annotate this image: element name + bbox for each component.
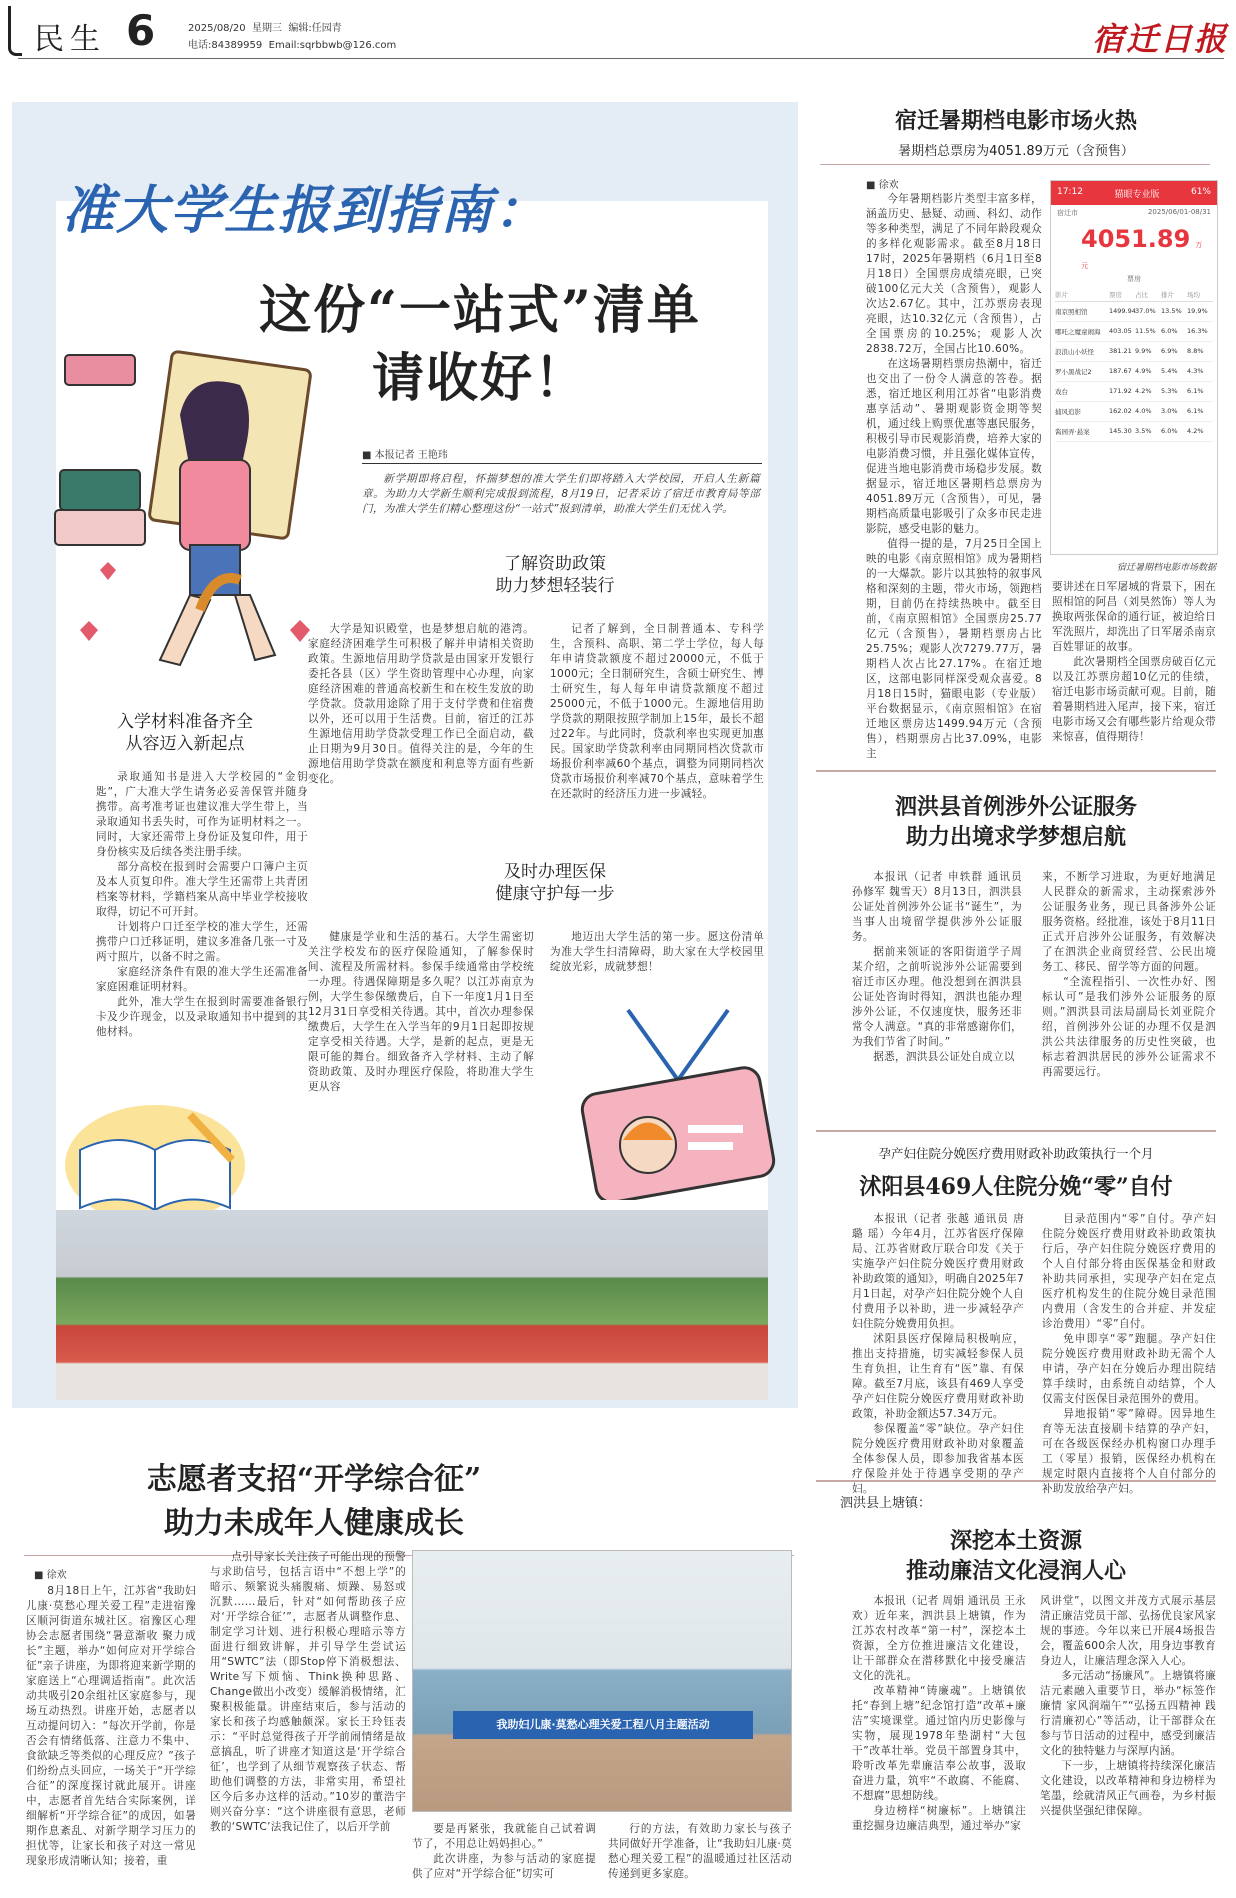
shangtang-p2: 改革精神“铸廉魂”。上塘镇依托“春到上塘”纪念馆打造“改革+廉洁”实境课堂。通过馆内历史影像与实物，展现1978年垫湖村“大包干”改革壮举。党员干部置身其中，聆听改革先辈廉洁奉公故事，汲取奋进力量，筑牢“不敢腐、不能腐、不想腐”思想防线。 [852,1685,1026,1802]
phone-cell-sched: 6.0% [1161,327,1178,335]
guide-s1-p1: 录取通知书是进入大学校园的“金钥匙”，广大准大学生请务必妥善保管并随身携带。高考准考证也建议准大学生带上，当录取通知书丢失时，可作为证明材料之一。同时，大家还需带上身份证及复印件，用于身份核实及后续各类注册手续。 [96,771,308,858]
phone-col-seat: 场均 [1187,291,1200,299]
movie-p4: 要讲述在日军屠城的背景下，困在照相馆的阿昌（刘昊然饰）等人为换取两张保命的通行证，被迫给日军洗照片，却洗出了日军屠杀南京百姓罪证的故事。 [1052,581,1216,653]
guide-byline-rule [362,463,762,464]
phone-cell-share: 4.9% [1135,367,1152,375]
phone-table-row[interactable] [1055,342,1213,362]
sports-field-photo [56,1210,768,1400]
phone-cell-box: 403.05 [1109,327,1132,335]
guide-s3-col1: 健康是学业和生活的基石。大学生需密切关注学校发布的医疗保险通知，了解参保时间、流程及所需材料。参保手续通常由学校统一办理。待遇保障期是多久呢？以江苏南京为例，大学生参保缴费后，自下一年度1月1日至12月31日享受相关待遇。其中，首次办理参保缴费后，大学生在入学当年的9月1日起即按规定享受相关待遇。大学，是新的起点，更是无限可能的舞台。细致备齐入学材料、主动了解资助政策、及时办理医疗保险，将助准大学生更从容 [308,931,534,1093]
phone-cell-sched: 5.3% [1161,387,1178,395]
shangtang-p3: 身边榜样“树廉标”。上塘镇注重挖掘身边廉洁典型，通过举办“家 [852,1805,1026,1832]
volunteer-col2: 点引导家长关注孩子可能出现的预警与求助信号，包括言语中“不想上学”的暗示、频繁说头痛腹痛、烦躁、易怒或沉默……最后，针对“如何帮助孩子应对‘开学综合征’”，志愿者从调整作息、制定学习计划、进行积极心理暗示等方面进行细致讲解，并引导学生尝试运用“SWTC”法（即Stop停下消极想法、Write写下烦恼、Think换种思路、Change做出小改变）缓解消极情绪，汇聚积极能量。讲座结束后，参与活动的家长和孩子均感触颇深。家长王玲钰表示：“平时总觉得孩子开学前闹情绪是故意搞乱，听了讲座才知道这是‘开学综合征’，也学到了从细节观察孩子状态、帮助他们调整的方法，非常实用，希望社区今后多办这样的活动。”10岁的董浩宇则兴奋分享：“这个讲座很有意思，老师教的‘SWTC’法我记住了，以后开学前 [210,1551,406,1833]
phone-cell-seat: 4.2% [1187,427,1204,435]
phone-cell-name: 罗小黑战记2 [1055,368,1092,376]
movie-title: 宿迁暑期档电影市场火热 [894,108,1137,134]
sihong-p2: 据前来领证的客阳街道学子周某介绍，之前听说涉外公证需要到宿迁市区办理。他没想到在泗洪县公证处咨询时得知，泗洪也能办理涉外公证，不仅速度快，服务还非常令人满意。“真的非常感谢你们，为我们节省了时间。” [852,946,1022,1048]
guide-s2-col2: 记者了解到，全日制普通本、专科学生，含预科、高职、第二学士学位，每人每年申请贷款额度不超过20000元，不低于1000元；全日制研究生，含硕士研究生、博士研究生，每人每年申请贷款额度不超过25000元，不低于1000元。生源地信用助学贷款的期限按照学制加上15年，最长不超过22年。与此同时，贷款利率也实现更加惠民。国家助学贷款利率由同期同档次贷款市场报价利率减60个基点，调整为同期同档次贷款市场报价利率减70个基点，意味着学生在还款时的经济压力进一步减轻。 [550,623,764,800]
movie-p5: 此次暑期档全国票房破百亿元以及江苏票房超10亿元的佳绩，宿迁电影市场贡献可观。目前，随着暑期档进入尾声，接下来，宿迁电影市场又会有哪些影片给观众带来惊喜，值得期待！ [1052,656,1216,743]
phone-cell-box: 187.67 [1109,367,1132,375]
boxoffice-phone-screenshot [1050,180,1218,555]
movie-p3: 值得一提的是，7月25日全国上映的电影《南京照相馆》成为暑期档的一大爆款。影片以其独特的叙事风格和深刻的主题，带火市场，领跑档期，目前仍在持续热映中。截至目前，《南京照相馆》全国票房25.77亿元（含预售），暑期档票房占比25.75%；观影人次7279.77万，暑期档人次占比27.17%。在宿迁地区，这部电影同样深受观众喜爱。8月18日15时，猫眼电影（专业版）平台数据显示，《南京照相馆》在宿迁地区票房达1499.94万元（含预售），档期票房占比37.09%，电影主 [866,538,1042,760]
id-card-illustration [578,1000,778,1200]
sihong-col2 [1042,870,1216,1080]
volunteer-col4: 行的方法，有效助力家长与孩子共同做好开学准备，让“我助妇儿康·莫愁心理关爱工程”的温暖通过社区活动传递到更多家庭。 [608,1823,792,1880]
shuyang-p5: 免申即享“零”跑腿。孕产妇住院分娩医疗费用财政补助无需个人申请，孕产妇在分娩后办理出院结算手续时，由系统自动结算，个人仅需支付医保目录范围外的费用。 [1042,1333,1216,1405]
phone-cell-seat: 6.1% [1187,387,1204,395]
guide-title-line1: 准大学生报到指南： [62,180,549,241]
phone-col-sched: 排片 [1161,291,1174,299]
section-name: 民生 [34,22,106,57]
volunteer-col1: 8月18日上午，江苏省“我助妇儿康·莫愁心理关爱工程”走进宿豫区顺河街道东城社区。宿豫区心理协会志愿者围绕“暑意渐收 聚力成长”主题，举办“如何应对开学综合征”亲子讲座，为即将迎来新学期的家庭送上“心理调适指南”。此次活动共吸引20余组社区家庭参与，现场互动热烈。讲座开始，志愿者以互动提问切入：“每次开学前，你是否会有情绪低落、注意力不集中、食欲缺乏等类似的心理反应？”孩子们纷纷点头回应，一场关于“开学综合征”的深度探讨就此展开。讲座中，志愿者首先结合实际案例，详细解析“开学综合征”的成因，如暑期作息紊乱、对新学期学习压力的担忧等，让家长和孩子对这一常见现象形成清晰认知；接着，重 [26,1585,196,1867]
phone-table-row[interactable] [1055,382,1213,402]
sihong-p5: “全流程指引、一次性办好、图标认可”是我们涉外公证服务的原则。”泗洪县司法局副局长刘亚院介绍，首例涉外公证的办理不仅是泗洪公共法律服务的历史性突破，也标志着泗洪居民的涉外公证需求不再需要远行。 [1042,976,1216,1078]
phone-filter-bar [1051,205,1217,221]
phone-time: 17:12 [1057,187,1083,197]
open-book-illustration [60,1090,250,1230]
phone-table-header [1055,288,1213,302]
shuyang-title: 沭阳县469人住院分娩“零”自付 [859,1174,1173,1200]
shuyang-p4: 目录范围内“零”自付。孕产妇住院分娩医疗费用财政补助政策执行后，孕产妇住院分娩医疗费用的个人自付部分将由医保基金和财政补助共同承担，实现孕产妇在定点医疗机构发生的住院分娩目录范围内费用（含发生的合并症、并发症诊治费用）“零”自付。 [1042,1213,1216,1330]
phone: 电话:84389959 [188,40,263,51]
shangtang-p6: 下一步，上塘镇将持续深化廉洁文化建设，以改革精神和身边榜样为笔墨，绘就清风正气画卷，为乡村振兴提供坚强纪律保障。 [1040,1760,1216,1817]
phone-total [1051,221,1217,274]
sihong-title-line2: 助力出境求学梦想启航 [905,824,1126,850]
phone-cell-seat: 19.9% [1187,307,1208,315]
shangtang-p5: 多元活动“扬廉风”。上塘镇将廉洁元素融入重要节日，举办“标签作廉情 家风润端午”“弘扬五四精神 践行清廉初心”等活动，让干部群众在参与节日活动的过程中，感受到廉洁文化的独特魅力与深厚内涵。 [1040,1670,1216,1757]
shangtang-title-line1: 深挖本土资源 [949,1528,1082,1554]
shangtang-kicker: 泗洪县上塘镇： [840,1496,932,1511]
shuyang-col2 [1042,1212,1216,1497]
phone-table-row[interactable] [1055,422,1213,442]
phone-battery: 61% [1190,187,1211,197]
guide-intro: 新学期即将启程，怀揣梦想的准大学生们即将踏入大学校园，开启人生新篇章。为助力大学新生顺利完成报到流程，8月19日，记者采访了宿迁市教育局等部门，为准大学生们精心整理这份“一站式”报到清单，助准大学生们无忧入学。 [362,473,760,515]
phone-cell-name: 戏台 [1055,388,1068,396]
phone-table-row[interactable] [1055,322,1213,342]
phone-cell-box: 1499.94 [1109,307,1136,315]
movie-rule [820,164,1210,165]
phone-cell-sched: 5.4% [1161,367,1178,375]
phone-box-office-label: 票房 [1127,275,1141,283]
phone-col-box: 票房 [1109,291,1122,299]
phone-cell-seat: 6.1% [1187,407,1204,415]
guide-s1-title-line2: 从容迈入新起点 [125,734,245,754]
masthead-logo: 宿迁日报 [1092,20,1229,58]
movie-p2: 在这场暑期档票房热潮中，宿迁也交出了一份令人满意的答卷。据悉，宿迁地区利用江苏省“电影消费惠享活动”、暑期观影资金期等契机，通过线上购票优惠等惠民服务，积极引导市民观影消费，培养大家的电影消费习惯，并且强化媒体宣传，促进当地电影消费市场稳步发展。数据显示，宿迁地区暑期档总票房为4051.89万元（含预售），可见，暑期档高质量电影吸引了众多市民走进影院，感受电影的魅力。 [866,358,1042,535]
phone-table-row[interactable] [1055,402,1213,422]
phone-region[interactable]: 宿迁市 [1057,209,1078,217]
issue-weekday: 星期三 [252,23,282,34]
phone-date-range[interactable]: 2025/06/01-08/31 [1147,208,1211,216]
shuyang-rule [816,1130,1216,1132]
phone-cell-box: 162.02 [1109,407,1132,415]
phone-cell-sched: 13.5% [1161,307,1182,315]
shuyang-p2: 沭阳县医疗保障局积极响应，推出支持措施，切实减轻参保人员生育负担，让生育有“医”靠、有保障。截至7月底，该县有469人享受孕产妇住院分娩医疗费用财政补助政策，补助金额达57.34万元。 [852,1333,1024,1420]
guide-s3-col2: 地迈出大学生活的第一步。愿这份清单为准大学生扫清障碍，助大家在大学校园里绽放光彩，成就梦想！ [550,931,764,973]
email: Email:sqrbbwb@126.com [268,40,397,51]
phone-app-title: 猫眼专业版 [1114,190,1160,200]
phone-boxoffice-table [1051,288,1217,442]
phone-table-row[interactable] [1055,362,1213,382]
sihong-p1: 本报讯（记者 申轶群 通讯员 孙修军 魏雪天）8月13日，泗洪县公证处首例涉外公证书“诞生”，为当事人出境留学提供涉外公证服务。 [852,871,1022,943]
guide-s1-p2: 部分高校在报到时会需要户口簿户主页及本人页复印件。准大学生还需带上共青团档案等材料，学籍档案从高中毕业学校接收取得，切记不可开封。 [96,861,308,918]
phone-cell-share: 3.5% [1135,427,1152,435]
shangtang-rule [816,1480,1216,1482]
phone-cell-box: 145.30 [1109,427,1132,435]
phone-cell-sched: 6.0% [1161,427,1178,435]
contact-line [188,36,396,51]
issue-date-line [188,19,342,34]
phone-cell-sched: 3.0% [1161,407,1178,415]
guide-s1-title-line1: 入学材料准备齐全 [117,712,253,732]
shuyang-p1: 本报讯（记者 张越 通讯员 唐 璐 瑶）今年4月，江苏省医疗保障局、江苏省财政厅联合印发《关于实施孕产妇住院分娩医疗费用财政补助政策的通知》，明确自2025年7月1日起，对孕产妇住院分娩个人自付费用予以补助，进一步减轻孕产妇住院分娩费用负担。 [852,1213,1024,1330]
shuyang-col1 [852,1212,1024,1497]
sihong-title-line1: 泗洪县首例涉外公证服务 [894,794,1137,820]
movie-byline: ■ 徐欢 [866,180,899,191]
volunteer-col3b: 此次讲座，为参与活动的家庭提供了应对“开学综合征”切实可 [412,1853,596,1880]
editor: 编辑:任园青 [288,23,342,34]
phone-status-bar [1051,181,1217,205]
movie-p1: 今年暑期档影片类型丰富多样，涵盖历史、悬疑、动画、科幻、动作等多种类型，满足了不同年龄段观众的多样化观影需求。截至8月18日17时，2025年暑期档（6月1日至8月18日）全国票房成绩亮眼，已突破100亿元大关（含预售），观影人次达2.67亿。其中，江苏票房表现亮眼，达10.32亿元（含预售），占全国票房的10.25%；观影人次2838.72万，全国占比10.60%。 [866,193,1042,355]
shangtang-p1: 本报讯（记者 周娟 通讯员 王永欢）近年来，泗洪县上塘镇，作为江苏农村改革“第一村”，深挖本土资源，全方位推进廉洁文化建设，让干部群众在潜移默化中接受廉洁文化的洗礼。 [852,1595,1026,1682]
sihong-rule [816,770,1216,772]
phone-col-film: 影片 [1055,291,1068,299]
student-illustration [40,330,340,700]
sihong-p4: 来，不断学习进取，为更好地满足人民群众的新需求，主动探索涉外公证服务业务，现已具备涉外公证服务资格。经批准，该处于8月11日正式开启涉外公证服务，有效解决了在泗洪企业商贸经营、公民出境务工、移民、留学等方面的问题。 [1042,871,1216,973]
movie-photo-caption: 宿迁暑期档电影市场数据 [1116,563,1216,573]
guide-s1-p5: 此外，准大学生在报到时需要准备银行卡及少许现金，以及录取通知书中提到的其他材料。 [96,996,308,1038]
shangtang-col2 [1040,1594,1216,1819]
phone-cell-name: 捕风追影 [1055,408,1081,416]
shuyang-p3: 参保覆盖“零”缺位。孕产妇住院分娩医疗费用财政补助对象覆盖全体参保人员，即参加我省基本医疗保险并处于待遇享受期的孕产妇。 [852,1423,1024,1495]
sihong-p3: 据悉，泗洪县公证处自成立以 [873,1051,1015,1063]
shangtang-p4: 风讲堂”，以图文并茂方式展示基层清正廉洁党员干部、弘扬优良家风家规的事迹。今年以来已开展4场报告会，覆盖600余人次，用身边事教育身边人，让廉洁理念深入人心。 [1040,1595,1216,1667]
movie-col2 [1052,580,1216,745]
phone-col-share: 占比 [1135,291,1148,299]
phone-cell-name: 浪浪山小妖怪 [1055,348,1094,356]
phone-cell-name: 哪吒之魔童闹海 [1055,328,1101,336]
phone-table-row[interactable] [1055,302,1213,322]
guide-s2-col1: 大学是知识殿堂，也是梦想启航的港湾。家庭经济困难学生可积极了解并申请相关资助政策。生源地信用助学贷款是由国家开发银行委托各县（区）学生资助管理中心办理，向家庭经济困难的普通高校新生和在校生发放的助学贷款。贷款用途除了用于支付学费和住宿费以外，还可以用于生活费。目前，宿迁的江苏生源地信用助学贷款受理工作已全面启动，截止日期为9月30日。值得关注的是，今年的生源地信用助学贷款在额度和利息等方面有些新变化。 [308,623,534,785]
phone-cell-seat: 4.3% [1187,367,1204,375]
phone-cell-seat: 8.8% [1187,347,1204,355]
guide-s3-title-line2: 健康守护每一步 [495,884,615,904]
phone-cell-seat: 16.3% [1187,327,1208,335]
phone-box-office-unit: 万元 [1081,241,1203,270]
phone-cell-share: 11.5% [1135,327,1156,335]
guide-title-line2: 这份“一站式”清单 [259,280,701,341]
guide-s2-title-line1: 了解资助政策 [504,554,606,574]
guide-byline: ■ 本报记者 王艳玮 [362,450,448,461]
volunteer-byline: ■ 徐欢 [34,1570,67,1581]
volunteer-title-line2: 助力未成年人健康成长 [164,1506,464,1541]
header-rule [18,58,1224,59]
phone-cell-name: 南京照相馆 [1055,308,1088,316]
shuyang-kicker: 孕产妇住院分娩医疗费用财政补助政策执行一个月 [878,1146,1154,1161]
phone-cell-sched: 6.9% [1161,347,1178,355]
header-bracket [8,6,22,56]
volunteer-title-line1: 志愿者支招“开学综合征” [146,1462,482,1497]
guide-s1-p3: 计划将户口迁至学校的准大学生，还需携带户口迁移证明，建议多准备几张一寸及两寸照片，以备不时之需。 [96,921,308,963]
shuyang-p6: 异地报销“零”障碍。因异地生育等无法直接刷卡结算的孕产妇，可在各级医保经办机构窗口办理手工（零星）报销，医保经办机构在规定时限内直接将个人自付部分的补助发放给孕产妇。 [1042,1408,1216,1495]
guide-s3-title-line1: 及时办理医保 [504,862,606,882]
shangtang-col1 [852,1594,1026,1834]
page-number: 6 [126,6,156,55]
phone-cell-share: 9.9% [1135,347,1152,355]
guide-s2-title-line2: 助力梦想轻装行 [495,576,615,596]
guide-title-line3: 请收好！ [371,348,588,409]
phone-cell-name: 酱园弄·悬案 [1055,428,1090,436]
phone-cell-share: 4.0% [1135,407,1152,415]
phone-box-office-total: 4051.89 [1081,225,1191,253]
movie-col1 [866,192,1042,762]
shangtang-title-line2: 推动廉洁文化浸润人心 [905,1558,1126,1584]
phone-cell-box: 381.21 [1109,347,1132,355]
sihong-col1 [852,870,1022,1065]
volunteer-col3a: 要是再紧张，我就能自己试着调节了，不用总让妈妈担心。” [412,1823,596,1850]
phone-cell-share: 4.2% [1135,387,1152,395]
issue-date: 2025/08/20 [188,23,246,34]
guide-s1-p4: 家庭经济条件有限的准大学生还需准备家庭困难证明材料。 [96,966,308,993]
photo-banner: 我助妇儿康·莫愁心理关爱工程八月主题活动 [453,1711,753,1739]
guide-s1-body [96,770,308,1040]
volunteer-event-photo [412,1550,792,1812]
phone-cell-box: 171.92 [1109,387,1132,395]
phone-cell-share: 37.0% [1135,307,1156,315]
movie-subtitle: 暑期档总票房为4051.89万元（含预售） [898,144,1134,159]
